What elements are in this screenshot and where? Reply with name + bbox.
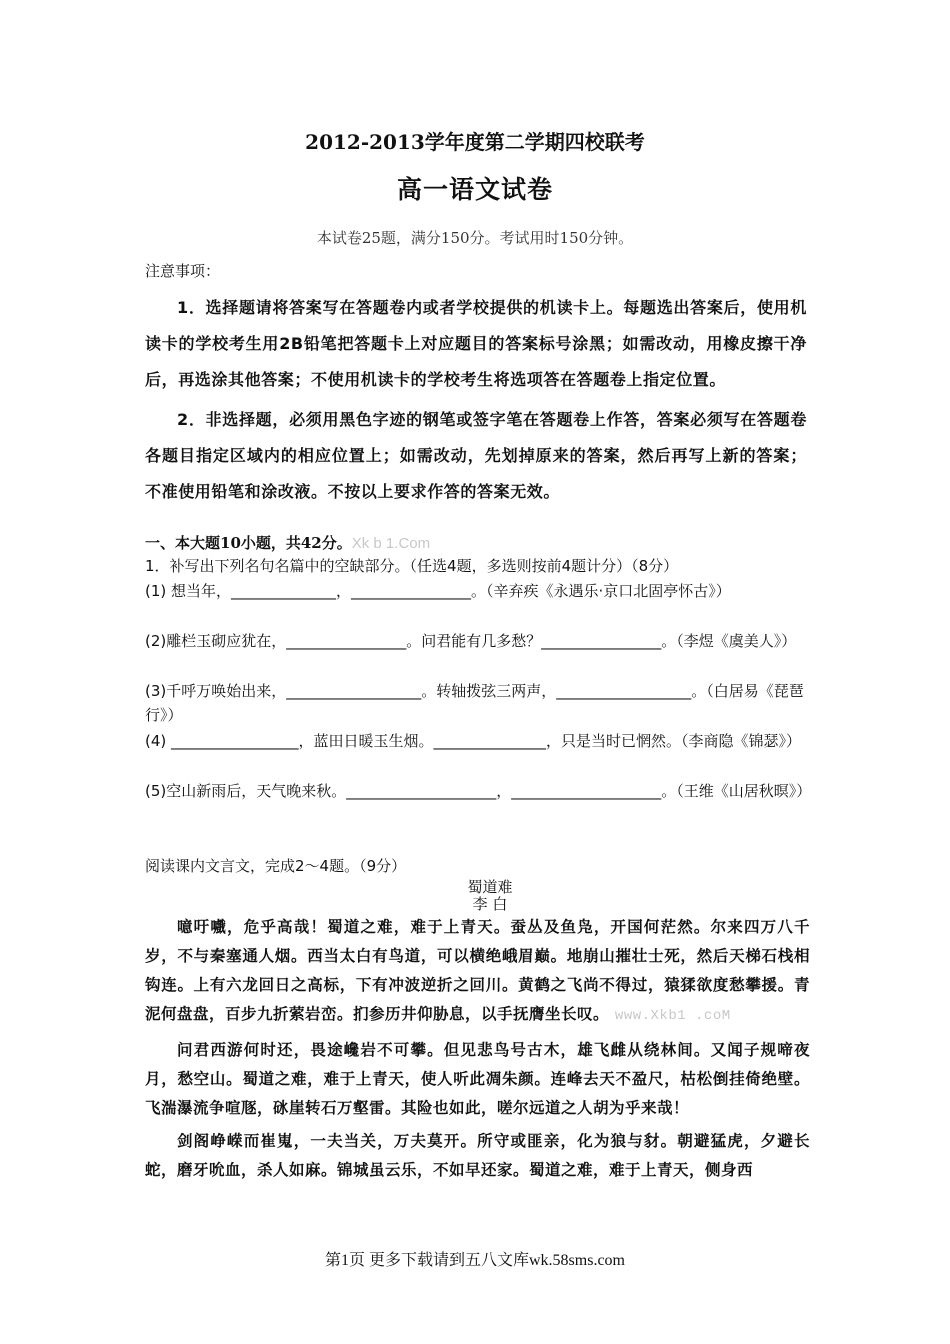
question-item: (3)千呼万唤始出来，__________________。转轴拨弦三两声，__________________。（白居易《琵琶行》） xyxy=(145,682,804,724)
poem-paragraph: 问君西游何时还，畏途巉岩不可攀。但见悲鸟号古木，雄飞雌从绕林间。又闻子规啼夜月，愁空山。蜀道之难，难于上青天，使人听此凋朱颜。连峰去天不盈尺，枯松倒挂倚绝壁。飞湍瀑流争喧豗，砯崖转石万壑雷。其险也如此，嗟尔远道之人胡为乎来哉！ xyxy=(145,1040,810,1117)
page-footer: 第1页 更多下载请到五八文库wk.58sms.com xyxy=(324,1252,625,1269)
reading-heading: 阅读课内文言文，完成2～4题。（9分） xyxy=(145,857,407,875)
exam-subtitle: 本试卷25题，满分150分。考试用时150分钟。 xyxy=(316,229,634,247)
question-item: (1) 想当年，______________，________________。（辛弃疾《永遇乐·京口北固亭怀古》） xyxy=(145,582,731,600)
exam-title: 2012-2013学年度第二学期四校联考 xyxy=(305,130,645,154)
poem-paragraph-text: 噫吁嚱，危乎高哉！蜀道之难，难于上青天。蚕丛及鱼凫，开国何茫然。尔来四万八千岁，不与秦塞通人烟。西当太白有鸟道，可以横绝峨眉巅。地崩山摧壮士死，然后天梯石栈相钩连。上有六龙回日之高标，下有冲波逆折之回川。黄鹤之飞尚不得过，猿猱欲度愁攀援。青泥何盘盘，百步九折萦岩峦。扪参历井仰胁息，以手抚膺坐长叹。 xyxy=(145,917,810,1023)
watermark-text: Xk b 1.Com xyxy=(351,535,431,552)
question-item: (2)雕栏玉砌应犹在，________________。问君能有几多愁？________________。（李煜《虞美人》） xyxy=(145,632,797,650)
poem-paragraph: 剑阁峥嵘而崔嵬，一夫当关，万夫莫开。所守或匪亲，化为狼与豺。朝避猛虎，夕避长蛇，磨牙吮血，杀人如麻。锦城虽云乐，不如早还家。蜀道之难，难于上青天，侧身西 xyxy=(145,1131,810,1179)
exam-subject-title: 高一语文试卷 xyxy=(396,175,553,204)
question-prompt: 1．补写出下列名句名篇中的空缺部分。（任选4题，多选则按前4题计分）（8分） xyxy=(145,557,679,575)
section-heading-text: 一、本大题10小题，共42分。 xyxy=(145,534,352,552)
poem-title: 蜀道难 xyxy=(467,878,513,896)
section-heading xyxy=(145,532,430,553)
question-item: (5)空山新雨后，天气晚来秋。____________________，____________________。（王维《山居秋暝》） xyxy=(145,782,812,800)
notes-list xyxy=(145,290,807,514)
question-item: (4) _________________，蓝田日暖玉生烟。_______________，只是当时已惘然。（李商隐《锦瑟》） xyxy=(145,732,802,750)
poem-paragraph xyxy=(145,912,810,1031)
note-item: 1．选择题请将答案写在答题卷内或者学校提供的机读卡上。每题选出答案后，使用机读卡的学校考生用2B铅笔把答题卡上对应题目的答案标号涂黑；如需改动，用橡皮擦干净后，再选涂其他答案；不使用机读卡的学校考生将选项答在答题卷上指定位置。 xyxy=(145,298,807,389)
notes-heading: 注意事项： xyxy=(145,262,221,280)
poem-body xyxy=(145,912,810,1188)
note-item: 2．非选择题，必须用黑色字迹的钢笔或签字笔在答题卷上作答，答案必须写在答题卷各题目指定区域内的相应位置上；如需改动，先划掉原来的答案，然后再写上新的答案；不准使用铅笔和涂改液。不按以上要求作答的答案无效。 xyxy=(145,410,807,501)
watermark-text: www.Xkb1 .coM xyxy=(614,1008,731,1024)
poem-author: 李 白 xyxy=(472,895,508,913)
